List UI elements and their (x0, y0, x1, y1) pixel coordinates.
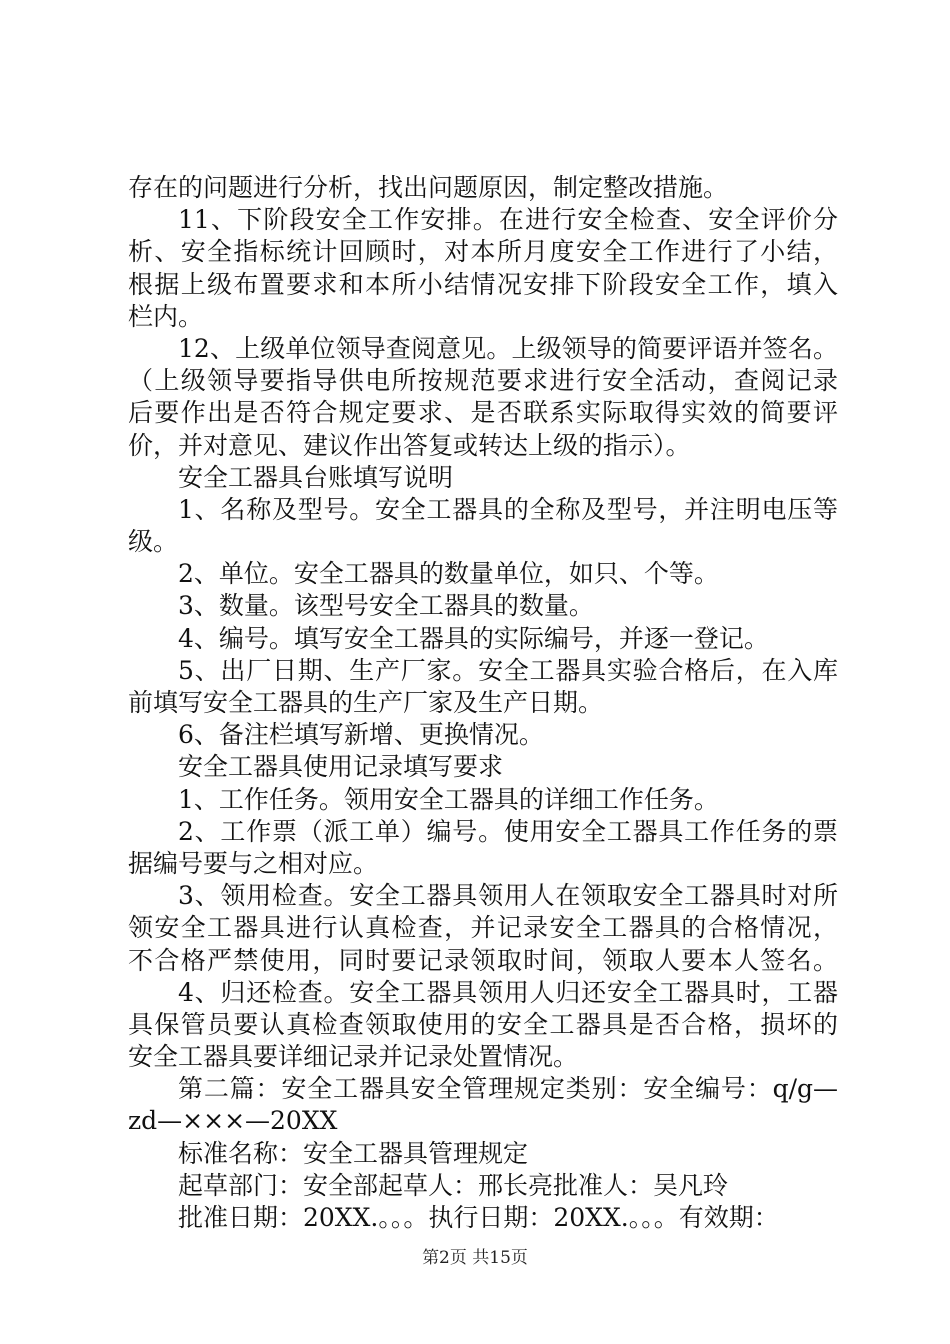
text-line: 根据上级布置要求和本所小结情况安排下阶段安全工作，填入 (128, 269, 838, 299)
text-line: （上级领导要指导供电所按规范要求进行安全活动，查阅记录 (128, 366, 838, 396)
text-line: 安全工器具使用记录填写要求 (178, 752, 504, 782)
text-line: 前填写安全工器具的生产厂家及生产日期。 (128, 688, 604, 717)
text-line: 栏内。 (128, 301, 204, 331)
text-line: 不合格严禁使用，同时要记录领取时间，领取人要本人签名。 (128, 945, 838, 975)
text-line: 价，并对意见、建议作出答复或转达上级的指示）。 (128, 430, 691, 460)
text-line: 11、下阶段安全工作安排。在进行安全检查、安全评价分 (178, 205, 838, 235)
text-line: 5、出厂日期、生产厂家。安全工器具实验合格后，在入库 (178, 655, 838, 685)
text-line: 1、工作任务。领用安全工器具的详细工作任务。 (178, 784, 719, 814)
text-line: 后要作出是否符合规定要求、是否联系实际取得实效的简要评 (128, 398, 838, 428)
text-line: 4、归还检查。安全工器具领用人归还安全工器具时，工器 (178, 977, 838, 1007)
text-line: 4、编号。填写安全工器具的实际编号，并逐一登记。 (178, 623, 769, 653)
text-line: 存在的问题进行分析，找出问题原因，制定整改措施。 (128, 173, 729, 202)
text-line: 3、领用检查。安全工器具领用人在领取安全工器具时对所 (178, 881, 838, 911)
text-line: 12、上级单位领导查阅意见。上级领导的简要评语并签名。 (178, 333, 838, 363)
text-line: 批准日期：20XX.。。。执行日期：20XX.。。。有效期： (178, 1203, 779, 1232)
document-body (128, 172, 838, 1234)
text-line: 3、数量。该型号安全工器具的数量。 (178, 591, 594, 621)
text-line: 2、工作票（派工单）编号。使用安全工器具工作任务的票 (178, 816, 838, 846)
text-line: 安全工器具台账填写说明 (178, 462, 454, 492)
text-line: 起草部门：安全部起草人：邢长亮批准人：吴凡玲 (178, 1170, 729, 1200)
text-line: 析、安全指标统计回顾时，对本所月度安全工作进行了小结， (128, 237, 838, 267)
page-footer: 第2页 共15页 (422, 1248, 528, 1268)
text-line: 领安全工器具进行认真检查，并记录安全工器具的合格情况， (128, 913, 838, 943)
text-line: 安全工器具要详细记录并记录处置情况。 (128, 1042, 579, 1072)
text-line: 第二篇：安全工器具安全管理规定类别：安全编号：q/g— (178, 1074, 838, 1104)
text-line: zd—×××—20XX (128, 1106, 338, 1136)
text-line: 1、名称及型号。安全工器具的全称及型号，并注明电压等 (178, 494, 838, 524)
text-line: 2、单位。安全工器具的数量单位，如只、个等。 (178, 559, 719, 589)
text-line: 具保管员要认真检查领取使用的安全工器具是否合格，损坏的 (128, 1009, 838, 1039)
text-line: 标准名称：安全工器具管理规定 (178, 1138, 529, 1168)
text-line: 6、备注栏填写新增、更换情况。 (178, 720, 544, 750)
text-line: 级。 (128, 527, 179, 557)
text-line: 据编号要与之相对应。 (128, 848, 379, 878)
